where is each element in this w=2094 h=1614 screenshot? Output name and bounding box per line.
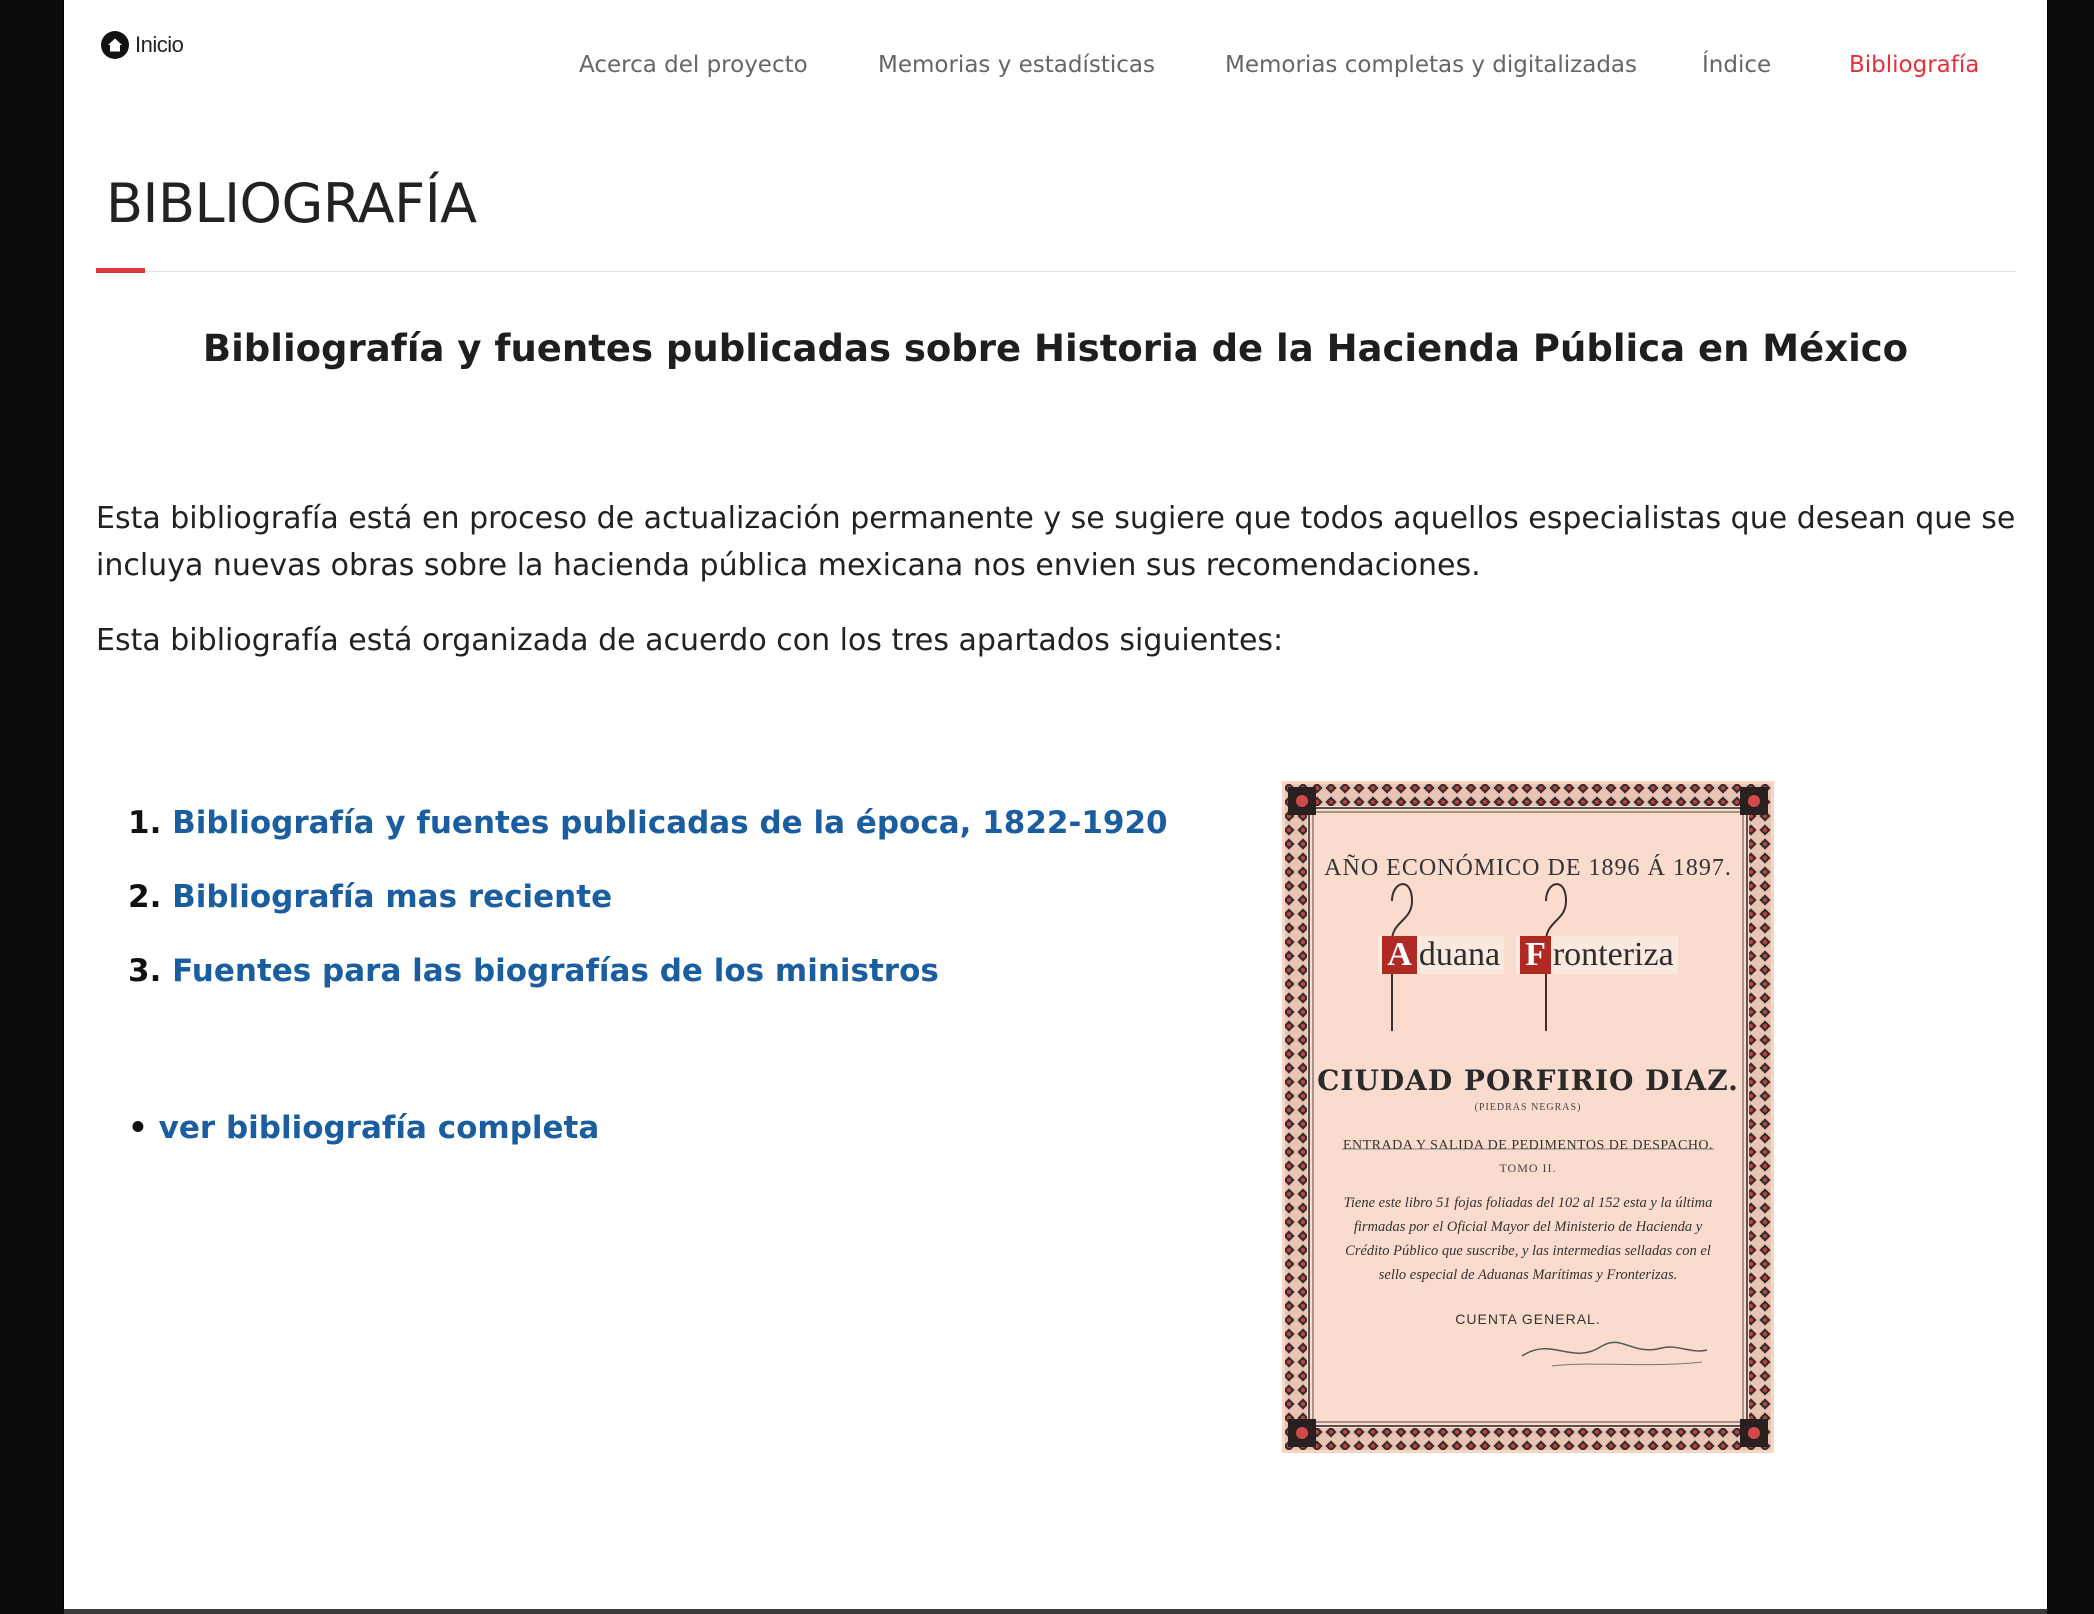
full-bibliography-item (128, 1110, 599, 1146)
intro-paragraph: Esta bibliografía está en proceso de actualización permanente y se sugiere que todos aquellos especialistas que desean que se incluya nuevas obras sobre la hacienda pública mexicana nos envien sus recomendaciones. (96, 501, 2016, 583)
nav-item-indice[interactable]: Índice (1702, 52, 1772, 78)
cover-cuenta: CUENTA GENERAL. (1455, 1311, 1601, 1327)
cover-tomo: TOMO II. (1499, 1161, 1557, 1175)
list-item (128, 953, 1168, 1027)
list-number: 2. (128, 879, 162, 915)
page-title: BIBLIOGRAFÍA (106, 172, 477, 235)
cover-note: Tiene este libro 51 fojas foliadas del 102 al 152 esta y la última firmadas por el Oficial Mayor del Ministerio de Hacienda y Crédito Público que suscribe, y las intermedias selladas con el sello especial de Aduanas Marítimas y Fronterizas. (1343, 1195, 1713, 1283)
sections-list (128, 805, 1168, 1027)
section-link-bibliografia-reciente[interactable]: Bibliografía mas reciente (172, 879, 613, 915)
main-nav (64, 52, 2047, 92)
nav-item-memorias-completas[interactable]: Memorias completas y digitalizadas (1225, 52, 1638, 78)
window-bottom-edge (64, 1609, 2047, 1614)
cover-city-note: (PIEDRAS NEGRAS) (1474, 1102, 1582, 1113)
cover-title (1282, 936, 1774, 974)
nav-item-bibliografia[interactable]: Bibliografía (1849, 52, 1980, 78)
page-subtitle: Bibliografía y fuentes publicadas sobre Historia de la Hacienda Pública en México (202, 327, 1909, 370)
cover-city: CIUDAD PORFIRIO DIAZ. (1317, 1064, 1739, 1097)
list-number: 3. (128, 953, 162, 989)
nav-item-memorias-estadisticas[interactable]: Memorias y estadísticas (878, 52, 1155, 78)
signature-icon (1512, 1326, 1712, 1376)
title-divider (96, 271, 2016, 272)
home-label: Inicio (135, 32, 184, 57)
list-item (128, 805, 1168, 879)
cover-entry: ENTRADA Y SALIDA DE PEDIMENTOS DE DESPACHO. (1342, 1138, 1714, 1153)
cover-word-aduana: A duana (1378, 936, 1504, 974)
page (64, 0, 2047, 1609)
cover-image (1282, 781, 1774, 1453)
cover-year-line: AÑO ECONÓMICO DE 1896 Á 1897. (1324, 855, 1732, 881)
organization-paragraph: Esta bibliografía está organizada de acuerdo con los tres apartados siguientes: (96, 623, 1284, 658)
list-item (128, 879, 1168, 953)
bullet: • (128, 1110, 148, 1146)
nav-item-acerca[interactable]: Acerca del proyecto (579, 52, 808, 78)
cover-word-fronteriza: F ronteriza (1516, 936, 1678, 974)
section-link-fuentes-epoca[interactable]: Bibliografía y fuentes publicadas de la época, 1822-1920 (172, 805, 1168, 841)
full-bibliography-link[interactable]: ver bibliografía completa (158, 1110, 600, 1146)
title-accent-bar (96, 268, 145, 273)
section-link-fuentes-ministros[interactable]: Fuentes para las biografías de los ministros (172, 953, 939, 989)
list-number: 1. (128, 805, 162, 841)
